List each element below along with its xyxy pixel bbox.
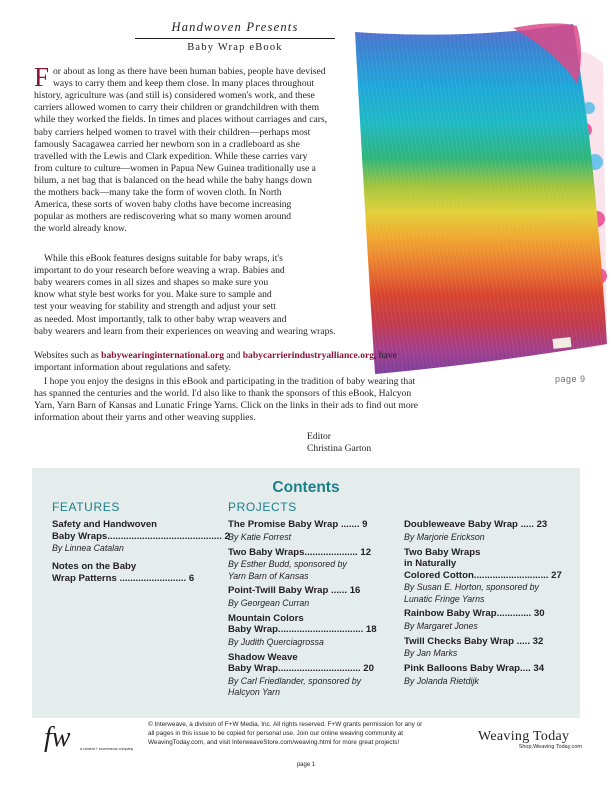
projects-heading: PROJECTS xyxy=(228,500,297,514)
entry-author: By Susan E. Horton, sponsored by xyxy=(404,582,539,592)
text-line: information about their yarns and other weaving supplies. xyxy=(34,412,256,424)
copyright-line-3: WeavingToday.com, and visit InterweaveStore.com/weaving.html for more great projects! xyxy=(148,738,400,746)
entry-author: By Jan Marks xyxy=(404,648,458,658)
text-line: as needed. Most importantly, talk to other baby wrap weavers and xyxy=(34,313,287,325)
entry-title: Mountain Colors xyxy=(228,612,304,624)
entry-title: Doubleweave Baby Wrap ..... 23 xyxy=(404,519,548,530)
text-line: the mothers back—many take the form of woven cloth. In North xyxy=(34,187,282,198)
contents-entry[interactable] xyxy=(228,547,371,582)
photo-page-reference: page 9 xyxy=(555,374,586,384)
text-line: test your weaving for stability and strength and adjust your sett xyxy=(34,301,276,313)
contents-entry[interactable] xyxy=(228,585,360,608)
signature-name: Christina Garton xyxy=(307,443,372,454)
entry-title: Baby Wrap................................ 18 xyxy=(228,624,377,635)
table-of-contents xyxy=(32,468,580,718)
text-line: baby wearers and learn from their experiences on weaving and wearing wraps. xyxy=(34,325,336,337)
text-line: carriers allowed women to carry their children or grandchildren with them xyxy=(34,102,320,114)
babywearing-international-link[interactable]: babywearinginternational.org xyxy=(101,350,225,361)
text-line: important to do your research before weaving a wrap. Babies and xyxy=(34,265,285,277)
entry-author: By Margaret Jones xyxy=(404,620,478,631)
entry-author: By Carl Friedlander, sponsored by xyxy=(228,675,361,686)
contents-title: Contents xyxy=(272,479,340,496)
entry-title: Baby Wraps........................................... 2 xyxy=(52,530,230,542)
weaving-today-name: Weaving Today xyxy=(478,729,570,744)
entry-author: Halcyon Yarn xyxy=(228,687,280,697)
fw-media-logo xyxy=(42,718,137,756)
entry-title: Two Baby Wraps.................... 12 xyxy=(228,546,372,558)
contents-entry[interactable] xyxy=(228,519,368,542)
text-line: or about as long as there have been human babies, people have devised xyxy=(53,66,326,77)
contents-entry[interactable] xyxy=(404,636,543,659)
weaving-today-logo[interactable] xyxy=(478,729,582,750)
text-line: Yarn, Yarn Barn of Kansas and Lunatic Fringe Yarns. Click on the links in their ads to find out more xyxy=(34,400,419,412)
contents-entry[interactable] xyxy=(404,519,547,542)
copyright-line-2: all pages in this issue to be copied for personal use. Join our online weaving community at xyxy=(148,729,404,737)
websites-prefix: Websites such as xyxy=(34,350,102,361)
websites-line-2: important information about regulations and safety. xyxy=(34,362,232,373)
contents-entry[interactable] xyxy=(52,561,194,584)
contents-entry[interactable] xyxy=(404,547,562,605)
header-divider xyxy=(135,38,335,39)
entry-author: Lunatic Fringe Yarns xyxy=(404,593,485,604)
entry-author: By Linnea Catalan xyxy=(52,543,124,553)
entry-author: By Marjorie Erickson xyxy=(404,531,485,542)
entry-title: Shadow Weave xyxy=(228,651,298,663)
text-line: I hope you enjoy the designs in this eBook and participating in the tradition of baby wearing that xyxy=(44,376,416,387)
entry-title: Two Baby Wraps xyxy=(404,546,481,558)
copyright-notice xyxy=(148,721,478,748)
text-line: travelled with the Lewis and Clark expedition. While these carries vary xyxy=(34,150,308,162)
text-line: ways to carry them and keep them close. In many places throughout xyxy=(53,78,315,90)
text-line: know what style best works for you. Make sure to sample and xyxy=(34,289,272,301)
text-line: history, agriculture was (and still is) considered women's work, and these xyxy=(34,90,315,102)
fw-logo-caption: a content + ecommerce company xyxy=(80,747,134,751)
contents-entry[interactable] xyxy=(404,663,544,686)
text-line: the world already know. xyxy=(34,223,127,235)
page-number: page 1 xyxy=(296,762,316,768)
drop-cap: F xyxy=(34,62,50,92)
websites-and: and xyxy=(224,350,243,361)
entry-title: Rainbow Baby Wrap............. 30 xyxy=(404,608,545,619)
contents-entry[interactable] xyxy=(228,652,374,698)
entry-title: Wrap Patterns ......................... 6 xyxy=(52,572,195,584)
fw-logo-mark: fw xyxy=(44,722,71,753)
entry-title: Safety and Handwoven xyxy=(52,519,158,530)
websites-line xyxy=(34,350,397,361)
entry-title: Notes on the Baby xyxy=(52,561,137,572)
text-line: baby wearers comes in all sizes and shapes so make sure you xyxy=(34,277,269,289)
header-title: Handwoven Presents xyxy=(171,20,299,34)
text-line: While this eBook features designs suitable for baby wraps, it's xyxy=(44,253,283,264)
entry-title: Point-Twill Baby Wrap ...... 16 xyxy=(228,585,361,596)
text-line: popular as mothers are rediscovering what so many women around xyxy=(34,211,292,223)
weaving-today-url[interactable]: Shop.Weaving Today.com xyxy=(518,744,582,750)
features-heading: FEATURES xyxy=(52,500,120,514)
entry-title: in Naturally xyxy=(404,558,457,569)
signature-role: Editor xyxy=(307,431,331,442)
contents-entry[interactable] xyxy=(404,608,545,631)
text-line: famously Sacagawea carried her newborn son in a cradleboard as she xyxy=(34,138,300,150)
text-line: has spanned the centuries and the world. I'd also like to thank the sponsors of this eBook, Halcyon xyxy=(34,388,412,400)
websites-suffix: , have xyxy=(374,350,397,361)
contents-entry[interactable] xyxy=(52,519,230,554)
entry-title: The Promise Baby Wrap ....... 9 xyxy=(228,519,368,530)
entry-title: Baby Wrap............................... 20 xyxy=(228,663,374,674)
entry-title: Colored Cotton............................ 27 xyxy=(404,569,562,581)
entry-author: Yarn Barn of Kansas xyxy=(228,570,309,581)
entry-author: By Georgean Curran xyxy=(228,597,310,608)
baby-wrap-photo xyxy=(345,14,607,374)
text-line: America, these sorts of woven baby cloths have become increasing xyxy=(34,199,292,211)
text-line: from culture to culture—women in Papua New Guinea traditionally use a xyxy=(34,162,316,174)
entry-title: Twill Checks Baby Wrap ..... 32 xyxy=(404,635,544,647)
entry-author: By Katie Forrest xyxy=(228,531,292,542)
entry-title: Pink Balloons Baby Wrap.... 34 xyxy=(404,663,545,674)
copyright-line-1: © Interweave, a division of F+W Media, Inc. All rights reserved. F+W grants permission for any or xyxy=(148,721,423,728)
entry-author: By Judith Querciagrossa xyxy=(228,636,324,647)
contents-entry[interactable] xyxy=(228,613,377,648)
text-line: while they worked the fields. In times and places without carriages and cars, xyxy=(34,114,328,126)
text-line: bilum, a net bag that is balanced on the head while the baby hangs down xyxy=(34,174,312,186)
ebook-header xyxy=(135,20,335,53)
babycarrier-alliance-link[interactable]: babycarrierindustryalliance.org xyxy=(242,350,375,361)
entry-author: By Esther Budd, sponsored by xyxy=(228,559,347,569)
entry-author: By Jolanda Rietdijk xyxy=(404,675,479,686)
header-subtitle: Baby Wrap eBook xyxy=(187,42,283,53)
text-line: baby carriers helped women to travel with their children—perhaps most xyxy=(34,126,311,138)
